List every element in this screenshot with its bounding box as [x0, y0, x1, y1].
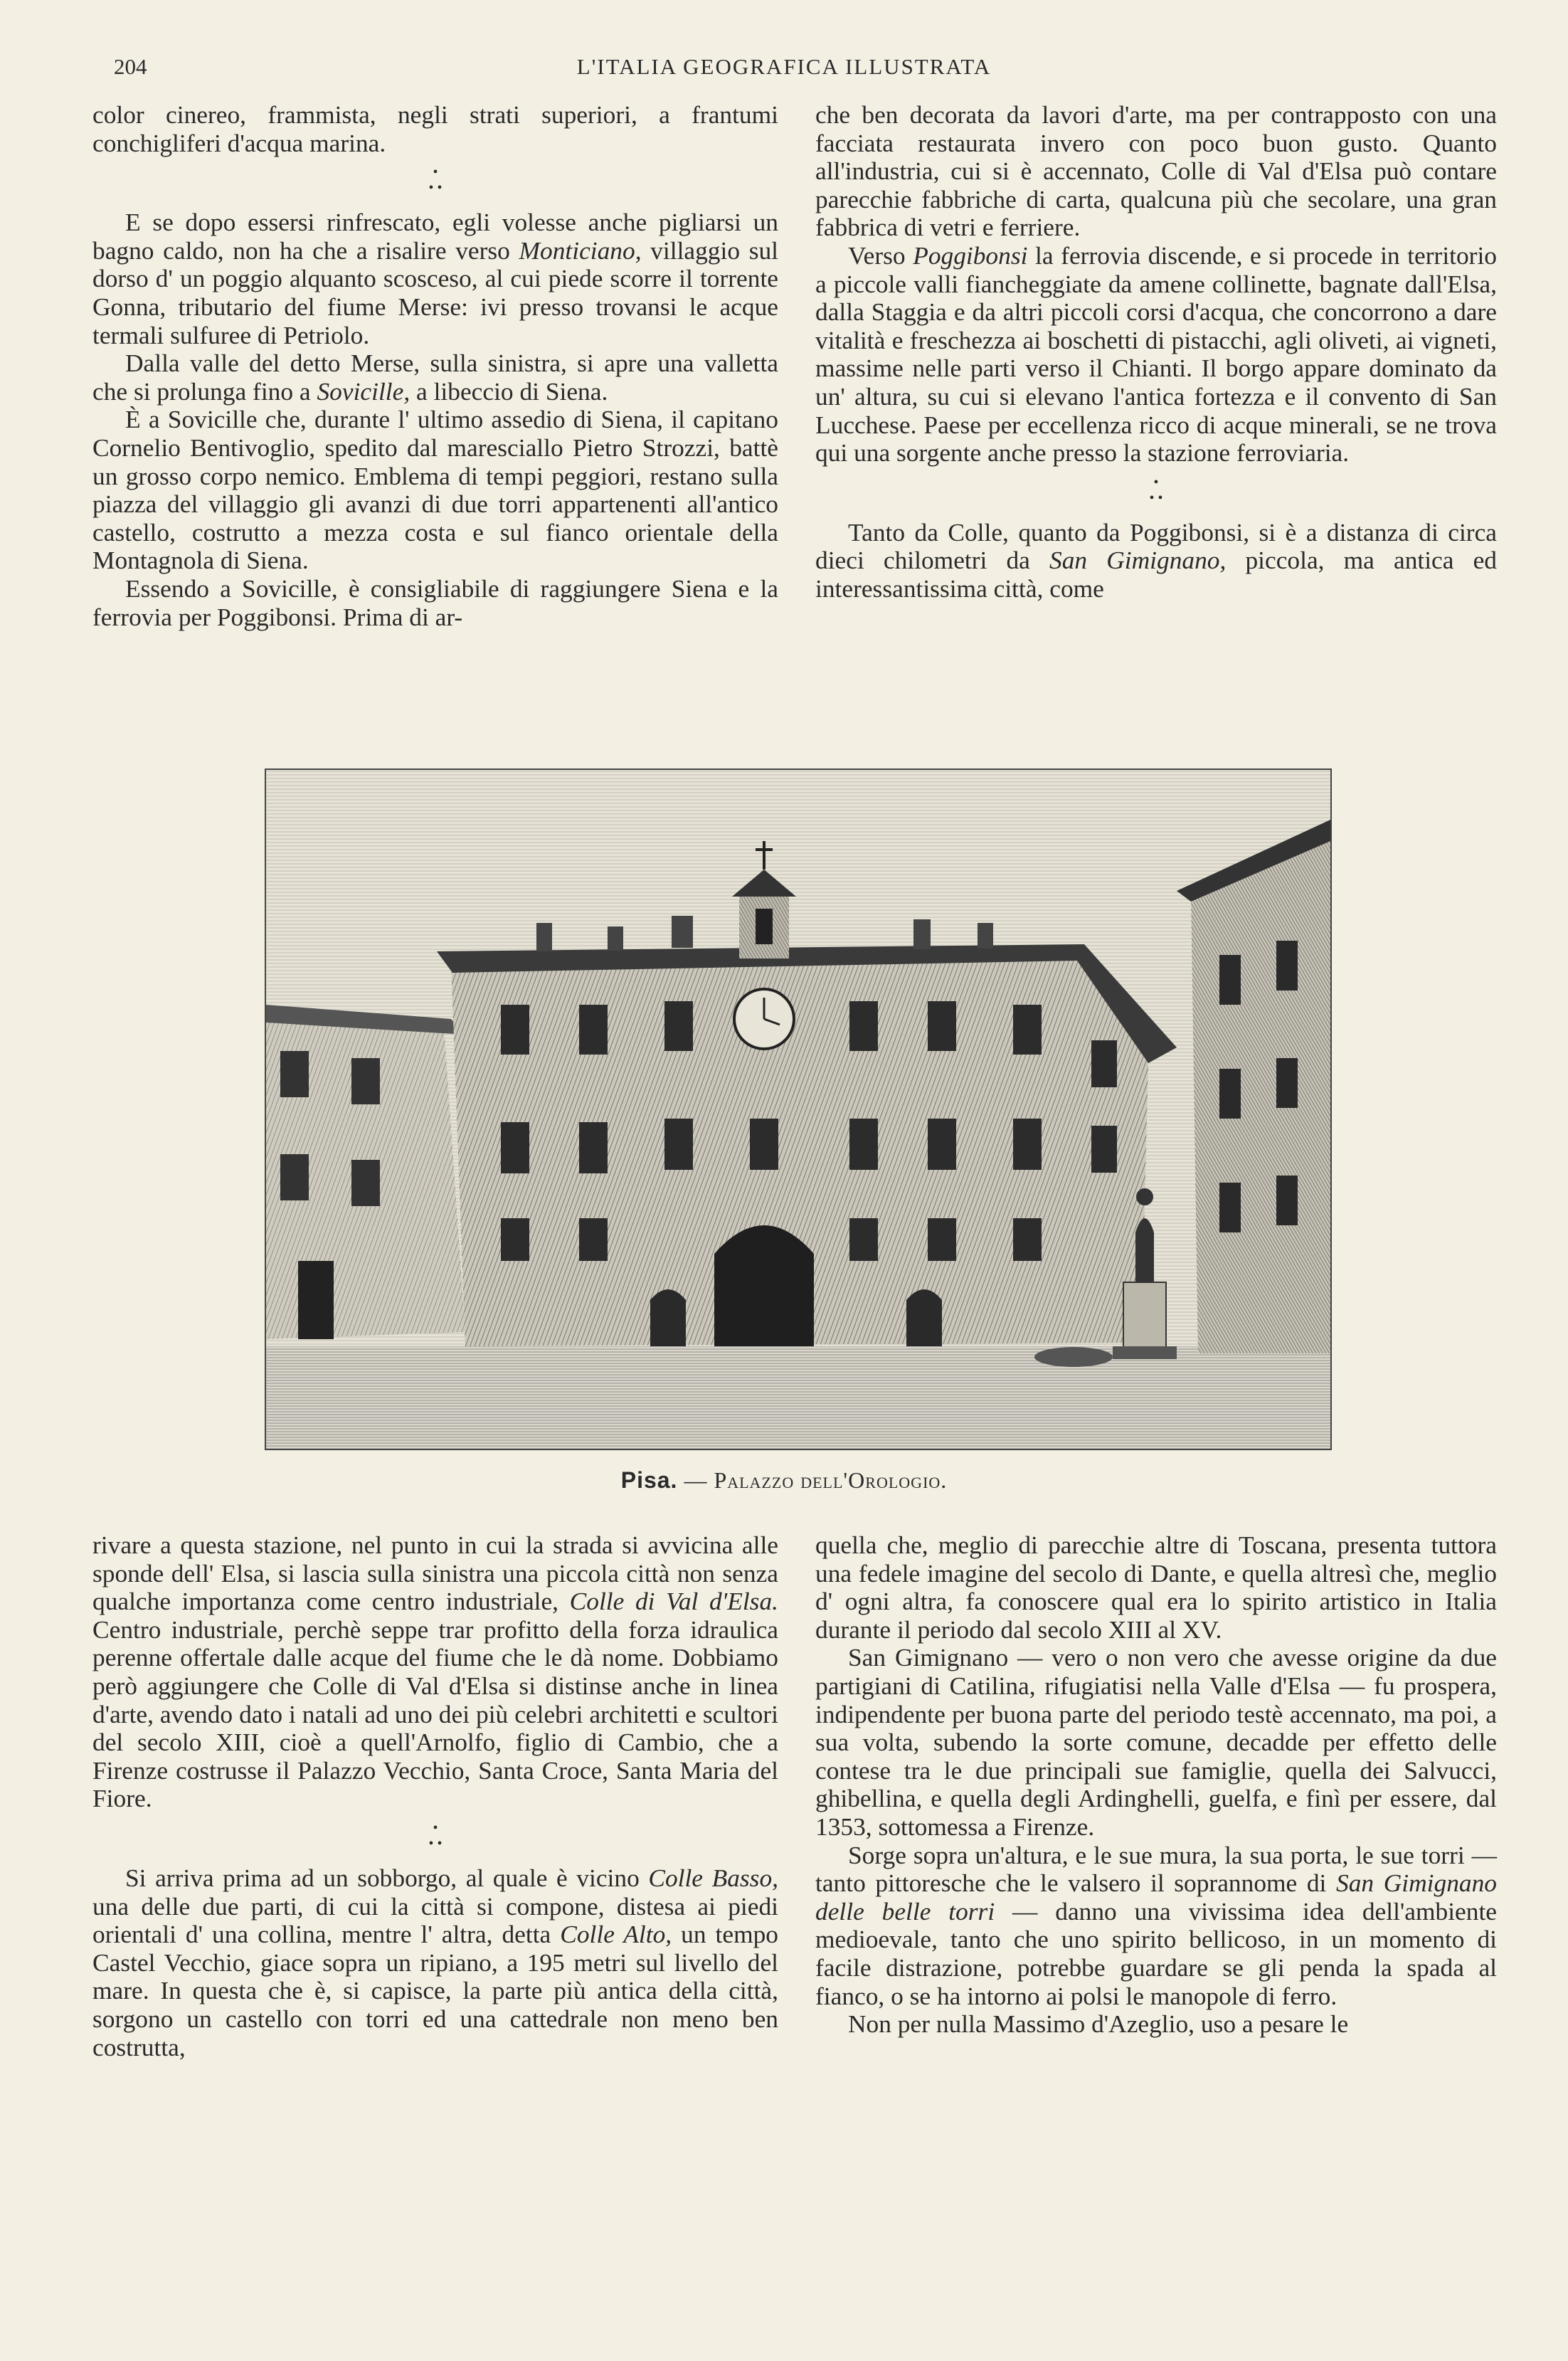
- section-separator: • • •: [428, 164, 443, 196]
- paragraph: E se dopo essersi rinfrescato, egli volesse anche pigliarsi un bagno caldo, non ha che a risalire verso Monticiano, villaggio sul dorso d' un poggio alquanto scosceso, al cui piede scorre il torrente Gonna, tributario del fiume Merse: ivi presso trovansi le acque termali sulfuree di Petriolo.: [92, 208, 778, 349]
- section-separator: • • •: [1149, 474, 1163, 506]
- caption-title: Palazzo dell'Orologio.: [714, 1467, 948, 1493]
- text-column-lower-right: [815, 1531, 1497, 2039]
- paragraph: quella che, meglio di parecchie altre di Toscana, presenta tuttora una fedele imagine del secolo di Dante, e quella altresì che, meglio d' ogni altra, fa conoscere qual era lo spirito artistico in Italia durante il periodo dal secolo XIII al XV.: [815, 1531, 1497, 1644]
- paragraph: San Gimignano — vero o non vero che avesse origine da due partigiani di Catilina, rifugiatisi nella Valle d'Elsa — fu prospera, indipendente per buona parte del periodo testè accennato, ma poi, a sua volta, subendo la sorte comune, decadde per effetto delle contese tra le due principali sue famiglie, quella dei Salvucci, ghibellina, e quella degli Ardinghelli, guelfa, e finì per essere, dal 1353, sottomessa a Firenze.: [815, 1643, 1497, 1841]
- paragraph: Non per nulla Massimo d'Azeglio, uso a pesare le: [848, 2009, 1349, 2039]
- running-title: L'ITALIA GEOGRAFICA ILLUSTRATA: [576, 54, 992, 79]
- text-column-upper-right: [815, 101, 1497, 603]
- figure-caption: [0, 1467, 1568, 1494]
- paragraph: Essendo a Sovicille, è consigliabile di raggiungere Siena e la ferrovia per Poggibonsi. Prima di ar-: [92, 574, 778, 631]
- text-column-lower-left: [92, 1531, 778, 2061]
- paragraph: È a Sovicille che, durante l' ultimo assedio di Siena, il capitano Cornelio Bentivoglio, spedito dal maresciallo Pietro Strozzi, battè un grosso corpo nemico. Emblema di tempi peggiori, restano sulla piazza del villaggio gli avanzi di due torri appartenenti all'antico castello, costrutto a mezza costa e sul fianco orientale della Montagnola di Siena.: [92, 405, 778, 575]
- paragraph: Verso Poggibonsi la ferrovia discende, e si procede in territorio a piccole valli fiancheggiate da amene collinette, bagnate dall'Elsa, dalla Staggia e da altri piccoli corsi d'acqua, che concorrono a dare vitalità e freschezza ai boschetti di pistacchi, agli oliveti, ai vigneti, massime nelle parti verso il Chianti. Il borgo appare dominato da un' altura, su cui si elevano l'antica fortezza e il convento di San Lucchese. Paese per eccellenza ricco di acque minerali, se ne trova qui una sorgente anche presso la stazione ferroviaria.: [815, 241, 1497, 468]
- caption-city: Pisa.: [620, 1467, 678, 1493]
- paragraph: color cinereo, frammista, negli strati superiori, a frantumi conchigliferi d'acqua marina.: [92, 100, 778, 157]
- caption-dash: —: [684, 1467, 708, 1493]
- section-separator: • • •: [428, 1819, 443, 1852]
- text-column-upper-left: [92, 101, 778, 631]
- paragraph: Dalla valle del detto Merse, sulla sinistra, si apre una valletta che si prolunga fino a Sovicille, a libeccio di Siena.: [92, 349, 778, 406]
- engraving-palazzo-orologio: [265, 768, 1332, 1450]
- paragraph: Tanto da Colle, quanto da Poggibonsi, si è a distanza di circa dieci chilometri da San Gimignano, piccola, ma antica ed interessantissima città, come: [815, 517, 1497, 603]
- paragraph: che ben decorata da lavori d'arte, ma per contrapposto con una facciata restaurata invero con poco buon gusto. Quanto all'industria, cui si è accennato, Colle di Val d'Elsa può contare parecchie fabbriche di carta, qualcuna più che secolare, una gran fabbrica di vetri e ferriere.: [815, 100, 1497, 242]
- paragraph: Si arriva prima ad un sobborgo, al quale è vicino Colle Basso, una delle due parti, di cui la città si compone, distesa ai piedi orientali d' una collina, mentre l' altra, detta Colle Alto, un tempo Castel Vecchio, giace sopra un ripiano, a 195 metri sul livello del mare. In questa che è, si capisce, la parte più antica della città, sorgono un castello con torri ed una cattedrale non meno ben costrutta,: [92, 1863, 778, 2061]
- page-number: 204: [114, 54, 147, 79]
- paragraph: rivare a questa stazione, nel punto in cui la strada si avvicina alle sponde dell' Elsa, si lascia sulla sinistra una piccola città non senza qualche importanza come centro industriale, Colle di Val d'Elsa. Centro industriale, perchè seppe trar profitto della forza idraulica perenne offertale dalle acque del fiume che le dà nome. Dobbiamo però aggiungere che Colle di Val d'Elsa si distinse anche in linea d'arte, avendo dato i natali ad uno dei più celebri architetti e scultori del secolo XIII, cioè a quell'Arnolfo, figlio di Cambio, che a Firenze costrusse il Palazzo Vecchio, Santa Croce, Santa Maria del Fiore.: [92, 1531, 779, 1813]
- engraving-illustration: [266, 770, 1330, 1449]
- paragraph: Sorge sopra un'altura, e le sue mura, la sua porta, le sue torri — tanto pittoresche che le valsero il soprannome di San Gimignano delle belle torri — danno una vivissima idea dell'ambiente medioevale, tanto che uno spirito bellicoso, in un momento di facile distrazione, potrebbe guardare se gli penda la spada al fianco, o se ha intorno ai polsi le manopole di ferro.: [815, 1840, 1497, 2010]
